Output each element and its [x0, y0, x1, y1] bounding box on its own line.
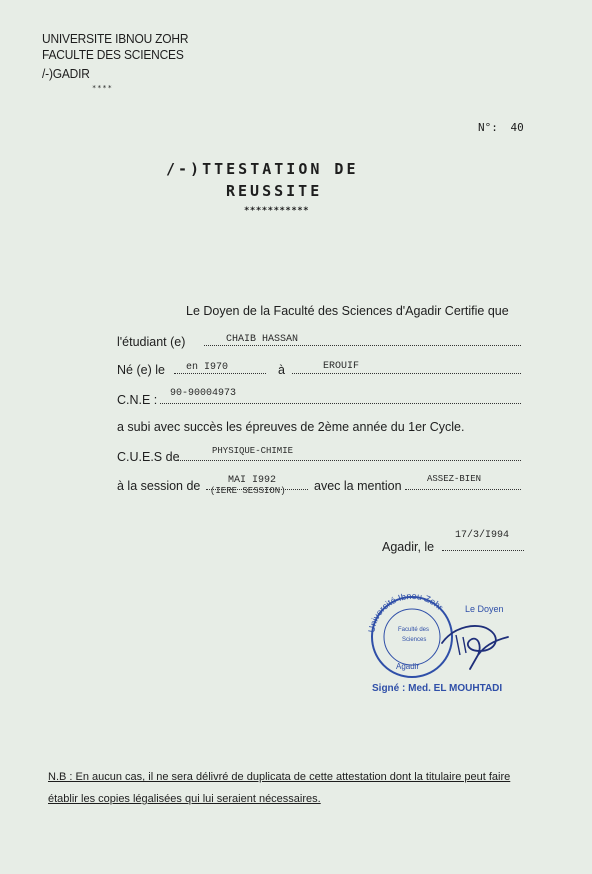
signature-strokes — [456, 635, 466, 655]
document-number — [478, 121, 524, 134]
student-value: CHAIB HASSAN — [226, 334, 299, 345]
session-value: MAI I992 — [228, 475, 277, 486]
city-name: /-)GADIR — [42, 66, 90, 81]
date-label: Agadir, le — [382, 540, 435, 554]
student-dotted-line — [204, 345, 521, 346]
session-sub-value: (IERE SESSION) — [210, 486, 286, 496]
note-line-1: N.B : En aucun cas, il ne sera délivré de duplicata de cette attestation dont la titulaire peut faire — [48, 771, 511, 783]
university-name: UNIVERSITE IBNOU ZOHR — [42, 31, 189, 46]
date-dotted-line — [442, 550, 524, 551]
mention-label: avec la mention — [314, 479, 402, 493]
dean-label: Le Doyen — [465, 604, 504, 614]
cues-label: C.U.E.S de — [117, 450, 180, 464]
cne-value: 90-90004973 — [170, 388, 237, 399]
cues-dotted-line — [176, 460, 521, 461]
born-dotted-line — [174, 373, 266, 374]
at-label: à — [278, 363, 285, 377]
intro-text: Le Doyen de la Faculté des Sciences d'Agadir Certifie que — [186, 304, 509, 318]
cne-label: C.N.E : — [117, 393, 158, 407]
at-value: EROUIF — [323, 361, 360, 372]
mention-value: ASSEZ-BIEN — [427, 474, 482, 484]
born-value: en I970 — [186, 362, 229, 373]
stamp-ring-text: Université Ibnou Zohr — [366, 590, 446, 634]
stamp-bottom-text: Agadir — [396, 662, 420, 671]
official-stamp — [360, 585, 535, 700]
passed-text: a subi avec succès les épreuves de 2ème année du 1er Cycle. — [117, 420, 465, 434]
signed-by-label: Signé : Med. EL MOUHTADI — [372, 683, 503, 694]
cues-value: PHYSIQUE-CHIMIE — [212, 446, 294, 456]
born-label: Né (e) le — [117, 363, 165, 377]
header-stars: **** — [92, 84, 113, 92]
cne-dotted-line — [160, 403, 521, 404]
signature-scribble — [442, 626, 508, 669]
mention-dotted-line — [405, 489, 521, 490]
session-label: à la session de — [117, 479, 201, 493]
student-label: l'étudiant (e) — [117, 335, 186, 349]
number-label: N°: — [478, 121, 498, 134]
note-line-2: établir les copies légalisées qui lui seraient nécessaires. — [48, 793, 321, 805]
title-line-2: REUSSITE — [226, 182, 323, 200]
faculty-name: FACULTE DES SCIENCES — [42, 47, 184, 62]
at-dotted-line — [292, 373, 521, 374]
stamp-inner-2: Sciences — [402, 637, 427, 643]
date-value: 17/3/I994 — [455, 530, 510, 541]
title-stars: *********** — [244, 206, 310, 216]
number-value: 40 — [510, 121, 524, 134]
title-line-1: /-)TTESTATION DE — [166, 160, 359, 178]
stamp-inner-1: Faculté des — [398, 627, 430, 633]
